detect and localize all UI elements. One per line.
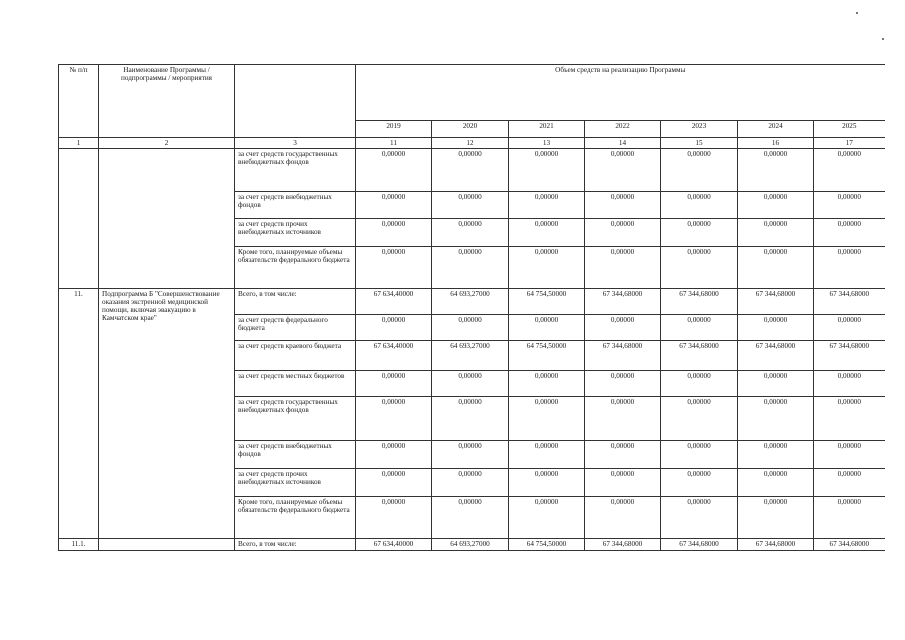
- value-2020: 0,00000: [432, 441, 509, 469]
- column-index: 13: [509, 138, 585, 149]
- value-2023: 0,00000: [661, 397, 738, 441]
- value-2019: 0,00000: [356, 371, 432, 397]
- value-2022: 0,00000: [585, 219, 661, 247]
- value-2023: 0,00000: [661, 192, 738, 219]
- value-2019: 0,00000: [356, 397, 432, 441]
- value-2022: 0,00000: [585, 315, 661, 341]
- value-2024: 0,00000: [738, 469, 814, 497]
- value-2025: 0,00000: [814, 149, 885, 192]
- value-2022: 0,00000: [585, 441, 661, 469]
- value-2024: 0,00000: [738, 371, 814, 397]
- header-year-2021: 2021: [509, 121, 585, 138]
- value-2022: 0,00000: [585, 497, 661, 539]
- value-2023: 67 344,68000: [661, 289, 738, 315]
- value-2021: 0,00000: [509, 247, 585, 289]
- value-2020: 0,00000: [432, 149, 509, 192]
- value-2020: 0,00000: [432, 371, 509, 397]
- value-2019: 0,00000: [356, 247, 432, 289]
- value-2020: 0,00000: [432, 497, 509, 539]
- value-2024: 67 344,68000: [738, 289, 814, 315]
- program-name: [99, 539, 235, 551]
- header-year-2020: 2020: [432, 121, 509, 138]
- value-2019: 67 634,40000: [356, 289, 432, 315]
- value-2019: 67 634,40000: [356, 341, 432, 371]
- value-2025: 0,00000: [814, 371, 885, 397]
- header-col-no: № п/п: [59, 65, 99, 138]
- value-2024: 0,00000: [738, 497, 814, 539]
- header-year-2022: 2022: [585, 121, 661, 138]
- value-2023: 0,00000: [661, 219, 738, 247]
- value-2024: 0,00000: [738, 441, 814, 469]
- header-col-source: [235, 65, 356, 138]
- value-2021: 0,00000: [509, 497, 585, 539]
- table-row: [59, 149, 885, 192]
- value-2022: 0,00000: [585, 469, 661, 497]
- value-2024: 0,00000: [738, 219, 814, 247]
- funding-source: Всего, в том числе:: [235, 539, 356, 551]
- value-2021: 64 754,50000: [509, 539, 585, 551]
- scan-speck: [856, 12, 858, 14]
- funding-source: Кроме того, планируемые объемы обязательств федерального бюджета: [235, 247, 356, 289]
- value-2020: 0,00000: [432, 469, 509, 497]
- header-year-2024: 2024: [738, 121, 814, 138]
- scan-speck: [882, 38, 884, 40]
- value-2022: 67 344,68000: [585, 341, 661, 371]
- value-2025: 0,00000: [814, 219, 885, 247]
- value-2020: 64 693,27000: [432, 341, 509, 371]
- row-number: [59, 149, 99, 289]
- value-2024: 0,00000: [738, 315, 814, 341]
- value-2019: 0,00000: [356, 219, 432, 247]
- value-2025: 0,00000: [814, 397, 885, 441]
- value-2022: 0,00000: [585, 397, 661, 441]
- column-index: 1: [59, 138, 99, 149]
- row-number: 11.1.: [59, 539, 99, 551]
- value-2021: 0,00000: [509, 192, 585, 219]
- value-2025: 0,00000: [814, 497, 885, 539]
- funding-source: за счет средств прочих внебюджетных источников: [235, 219, 356, 247]
- value-2022: 0,00000: [585, 371, 661, 397]
- header-col-funds: Объем средств на реализацию Программы: [356, 65, 885, 121]
- value-2025: 0,00000: [814, 469, 885, 497]
- funding-source: за счет средств государственных внебюджетных фондов: [235, 149, 356, 192]
- value-2022: 0,00000: [585, 149, 661, 192]
- header-year-2023: 2023: [661, 121, 738, 138]
- header-col-name: Наименование Программы / подпрограммы / мероприятия: [99, 65, 235, 138]
- value-2025: 0,00000: [814, 247, 885, 289]
- table-row: [59, 539, 885, 551]
- value-2021: 0,00000: [509, 371, 585, 397]
- value-2020: 0,00000: [432, 315, 509, 341]
- value-2025: 0,00000: [814, 315, 885, 341]
- value-2021: 0,00000: [509, 469, 585, 497]
- column-index: 12: [432, 138, 509, 149]
- value-2020: 0,00000: [432, 247, 509, 289]
- column-index: 15: [661, 138, 738, 149]
- column-index: 16: [738, 138, 814, 149]
- value-2019: 0,00000: [356, 441, 432, 469]
- value-2025: 67 344,68000: [814, 289, 885, 315]
- column-index: 3: [235, 138, 356, 149]
- value-2019: 0,00000: [356, 149, 432, 192]
- value-2024: 67 344,68000: [738, 539, 814, 551]
- value-2021: 0,00000: [509, 315, 585, 341]
- funding-source: за счет средств федерального бюджета: [235, 315, 356, 341]
- funding-source: за счет средств местных бюджетов: [235, 371, 356, 397]
- table-row: [59, 289, 885, 315]
- funding-source: за счет средств государственных внебюджетных фондов: [235, 397, 356, 441]
- value-2023: 0,00000: [661, 441, 738, 469]
- column-index: 14: [585, 138, 661, 149]
- value-2020: 0,00000: [432, 219, 509, 247]
- value-2021: 64 754,50000: [509, 289, 585, 315]
- funding-source: за счет средств внебюджетных фондов: [235, 441, 356, 469]
- value-2019: 67 634,40000: [356, 539, 432, 551]
- value-2022: 67 344,68000: [585, 289, 661, 315]
- value-2020: 0,00000: [432, 192, 509, 219]
- column-index: 2: [99, 138, 235, 149]
- header-year-2025: 2025: [814, 121, 885, 138]
- value-2019: 0,00000: [356, 497, 432, 539]
- value-2024: 67 344,68000: [738, 341, 814, 371]
- value-2023: 0,00000: [661, 247, 738, 289]
- value-2024: 0,00000: [738, 149, 814, 192]
- column-index: 11: [356, 138, 432, 149]
- value-2022: 67 344,68000: [585, 539, 661, 551]
- row-number: 11.: [59, 289, 99, 539]
- value-2020: 0,00000: [432, 397, 509, 441]
- funding-source: за счет средств краевого бюджета: [235, 341, 356, 371]
- program-name: Подпрограмма Б "Совершенствование оказания экстренной медицинской помощи, включая эвакуацию в Камчатском крае": [99, 289, 235, 539]
- value-2020: 64 693,27000: [432, 539, 509, 551]
- value-2022: 0,00000: [585, 192, 661, 219]
- header-year-2019: 2019: [356, 121, 432, 138]
- value-2023: 0,00000: [661, 469, 738, 497]
- value-2024: 0,00000: [738, 192, 814, 219]
- value-2023: 0,00000: [661, 315, 738, 341]
- funding-source: за счет средств прочих внебюджетных источников: [235, 469, 356, 497]
- value-2025: 67 344,68000: [814, 539, 885, 551]
- program-name: [99, 149, 235, 289]
- value-2025: 0,00000: [814, 441, 885, 469]
- value-2025: 0,00000: [814, 192, 885, 219]
- value-2023: 0,00000: [661, 149, 738, 192]
- value-2023: 0,00000: [661, 371, 738, 397]
- value-2021: 0,00000: [509, 149, 585, 192]
- value-2023: 0,00000: [661, 497, 738, 539]
- value-2021: 0,00000: [509, 219, 585, 247]
- funding-source: за счет средств внебюджетных фондов: [235, 192, 356, 219]
- value-2022: 0,00000: [585, 247, 661, 289]
- funding-source: Всего, в том числе:: [235, 289, 356, 315]
- column-index: 17: [814, 138, 885, 149]
- value-2019: 0,00000: [356, 315, 432, 341]
- value-2019: 0,00000: [356, 192, 432, 219]
- value-2024: 0,00000: [738, 397, 814, 441]
- value-2021: 64 754,50000: [509, 341, 585, 371]
- value-2020: 64 693,27000: [432, 289, 509, 315]
- funding-source: Кроме того, планируемые объемы обязательств федерального бюджета: [235, 497, 356, 539]
- value-2021: 0,00000: [509, 441, 585, 469]
- value-2024: 0,00000: [738, 247, 814, 289]
- value-2023: 67 344,68000: [661, 539, 738, 551]
- value-2023: 67 344,68000: [661, 341, 738, 371]
- value-2021: 0,00000: [509, 397, 585, 441]
- value-2025: 67 344,68000: [814, 341, 885, 371]
- budget-table: [58, 64, 885, 551]
- value-2019: 0,00000: [356, 469, 432, 497]
